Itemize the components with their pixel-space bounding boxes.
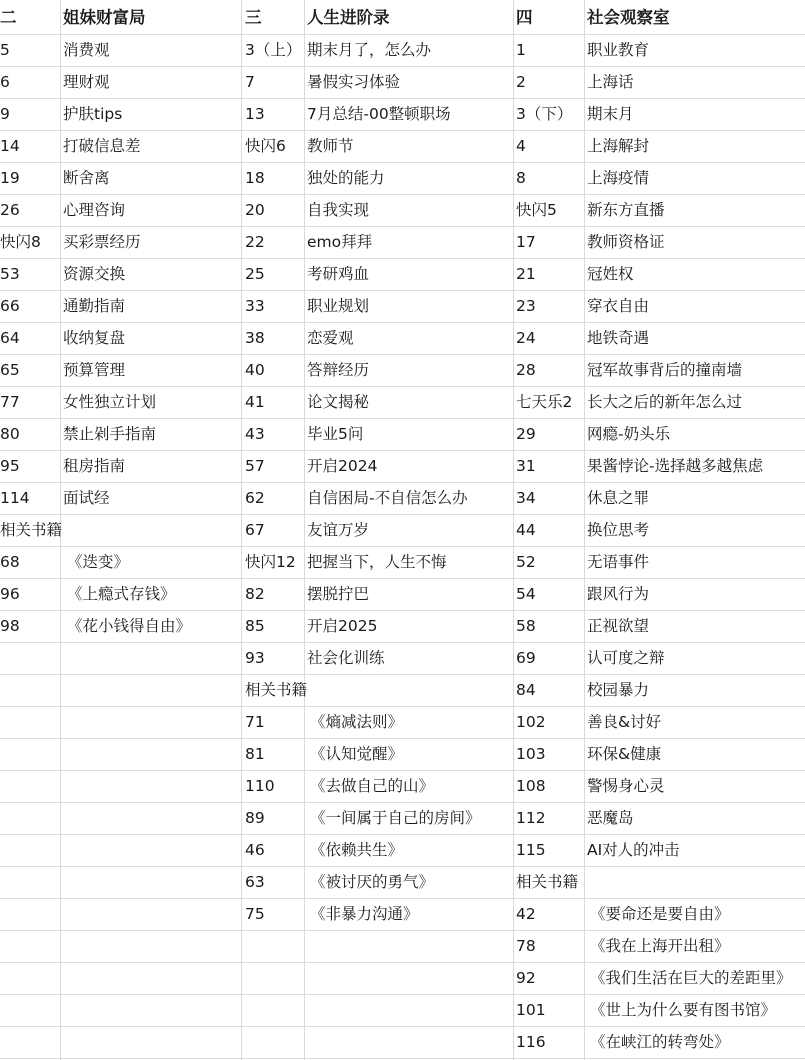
column-3-header-number[interactable]: 四 — [516, 8, 533, 27]
episode-title-cell[interactable]: 禁止剁手指南 — [63, 425, 157, 443]
episode-number-cell[interactable]: 62 — [245, 489, 265, 507]
episode-title-cell[interactable]: 冠军故事背后的撞南墙 — [587, 361, 743, 379]
episode-title-cell[interactable]: 毕业5问 — [307, 425, 364, 443]
book-title-cell[interactable]: 《认知觉醒》 — [310, 745, 404, 763]
episode-title-cell[interactable]: 摆脱拧巴 — [307, 585, 370, 603]
book-title-cell[interactable]: 《我在上海开出租》 — [590, 937, 730, 955]
episode-title-cell[interactable]: AI对人的冲击 — [587, 841, 680, 859]
book-title-cell[interactable]: 《花小钱得自由》 — [67, 617, 192, 635]
episode-number-cell[interactable]: 46 — [245, 841, 265, 859]
book-title-cell[interactable]: 《一间属于自己的房间》 — [310, 809, 481, 827]
episode-number-cell[interactable]: 19 — [0, 169, 20, 187]
episode-number-cell[interactable]: 71 — [245, 713, 265, 731]
episode-title-cell[interactable]: 社会化训练 — [307, 649, 385, 667]
episode-number-cell[interactable]: 2 — [516, 73, 526, 91]
row-divider — [0, 674, 805, 675]
episode-title-cell[interactable]: 环保&健康 — [587, 745, 662, 763]
episode-number-cell[interactable]: 快闪6 — [245, 137, 286, 155]
episode-number-cell[interactable]: 108 — [516, 777, 546, 795]
episode-number-cell[interactable]: 81 — [245, 745, 265, 763]
episode-title-cell[interactable]: 地铁奇遇 — [587, 329, 650, 347]
episode-number-cell[interactable]: 31 — [516, 457, 536, 475]
episode-number-cell[interactable]: 3（下） — [516, 105, 573, 123]
episode-title-cell[interactable]: 独处的能力 — [307, 169, 385, 187]
episode-number-cell[interactable]: 64 — [0, 329, 20, 347]
episode-number-cell[interactable]: 28 — [516, 361, 536, 379]
episode-title-cell[interactable]: 期末月 — [587, 105, 634, 123]
row-divider — [0, 642, 805, 643]
episode-number-cell[interactable]: 24 — [516, 329, 536, 347]
episode-title-cell[interactable]: 认可度之辩 — [587, 649, 665, 667]
column-3-header-title[interactable]: 社会观察室 — [587, 8, 670, 27]
book-title-cell[interactable]: 《在峡江的转弯处》 — [590, 1033, 730, 1051]
episode-number-cell[interactable]: 77 — [0, 393, 20, 411]
episode-number-cell[interactable]: 103 — [516, 745, 546, 763]
episode-title-cell[interactable]: 暑假实习体验 — [307, 73, 401, 91]
episode-number-cell[interactable]: 85 — [245, 617, 265, 635]
book-title-cell[interactable]: 《去做自己的山》 — [310, 777, 435, 795]
column-divider — [584, 0, 585, 1060]
episode-title-cell[interactable]: 新东方直播 — [587, 201, 665, 219]
episode-number-cell[interactable]: 110 — [245, 777, 275, 795]
episode-number-cell[interactable]: 41 — [245, 393, 265, 411]
episode-title-cell[interactable]: 消费观 — [63, 41, 110, 59]
episode-number-cell[interactable]: 6 — [0, 73, 10, 91]
book-title-cell[interactable]: 《依赖共生》 — [310, 841, 404, 859]
episode-number-cell[interactable]: 82 — [245, 585, 265, 603]
episode-number-cell[interactable]: 75 — [245, 905, 265, 923]
book-title-cell[interactable]: 《熵减法则》 — [310, 713, 404, 731]
episode-title-cell[interactable]: 开启2025 — [307, 617, 378, 635]
book-title-cell[interactable]: 《被讨厌的勇气》 — [310, 873, 435, 891]
episode-title-cell[interactable]: 教师节 — [307, 137, 354, 155]
episode-number-cell[interactable]: 29 — [516, 425, 536, 443]
book-title-cell[interactable]: 《非暴力沟通》 — [310, 905, 419, 923]
episode-title-cell[interactable]: 买彩票经历 — [63, 233, 141, 251]
column-divider — [513, 0, 514, 1060]
episode-number-cell[interactable]: 112 — [516, 809, 546, 827]
episode-number-cell[interactable]: 21 — [516, 265, 536, 283]
episode-number-cell[interactable]: 69 — [516, 649, 536, 667]
episode-number-cell[interactable]: 65 — [0, 361, 20, 379]
episode-title-cell[interactable]: 果酱悖论-选择越多越焦虑 — [587, 457, 764, 475]
row-divider — [0, 514, 805, 515]
episode-title-cell[interactable]: 换位思考 — [587, 521, 650, 539]
episode-number-cell[interactable]: 102 — [516, 713, 546, 731]
episode-number-cell[interactable]: 快闪8 — [0, 233, 41, 251]
episode-title-cell[interactable]: 期末月了，怎么办 — [307, 41, 432, 59]
episode-title-cell[interactable]: 友谊万岁 — [307, 521, 370, 539]
episode-number-cell[interactable]: 3（上） — [245, 41, 302, 59]
episode-number-cell[interactable]: 54 — [516, 585, 536, 603]
section-label-books[interactable]: 相关书籍 — [516, 873, 579, 891]
episode-title-cell[interactable]: 教师资格证 — [587, 233, 665, 251]
episode-number-cell[interactable]: 84 — [516, 681, 536, 699]
episode-title-cell[interactable]: 警惕身心灵 — [587, 777, 665, 795]
episode-number-cell[interactable]: 96 — [0, 585, 20, 603]
episode-number-cell[interactable]: 7 — [245, 73, 255, 91]
episode-number-cell[interactable]: 78 — [516, 937, 536, 955]
episode-title-cell[interactable]: 7月总结-00整顿职场 — [307, 105, 451, 123]
episode-number-cell[interactable]: 92 — [516, 969, 536, 987]
column-divider — [304, 0, 305, 1060]
episode-title-cell[interactable]: 正视欲望 — [587, 617, 650, 635]
episode-number-cell[interactable]: 1 — [516, 41, 526, 59]
episode-title-cell[interactable]: 护肤tips — [63, 105, 123, 123]
episode-number-cell[interactable]: 114 — [0, 489, 30, 507]
episode-title-cell[interactable]: 通勤指南 — [63, 297, 126, 315]
episode-title-cell[interactable]: 上海疫情 — [587, 169, 650, 187]
episode-number-cell[interactable]: 42 — [516, 905, 536, 923]
episode-title-cell[interactable]: 女性独立计划 — [63, 393, 157, 411]
episode-number-cell[interactable]: 66 — [0, 297, 20, 315]
episode-title-cell[interactable]: 断舍离 — [63, 169, 110, 187]
column-1-header-number[interactable]: 二 — [0, 8, 17, 27]
row-divider — [0, 1058, 805, 1059]
episode-title-cell[interactable]: 恶魔岛 — [587, 809, 634, 827]
episode-title-cell[interactable]: emo拜拜 — [307, 233, 373, 251]
episode-title-cell[interactable]: 长大之后的新年怎么过 — [587, 393, 743, 411]
episode-title-cell[interactable]: 上海话 — [587, 73, 634, 91]
episode-title-cell[interactable]: 职业教育 — [587, 41, 650, 59]
episode-number-cell[interactable]: 43 — [245, 425, 265, 443]
episode-number-cell[interactable]: 23 — [516, 297, 536, 315]
episode-number-cell[interactable]: 18 — [245, 169, 265, 187]
episode-title-cell[interactable]: 自信困局-不自信怎么办 — [307, 489, 468, 507]
episode-title-cell[interactable]: 面试经 — [63, 489, 110, 507]
episode-title-cell[interactable]: 冠姓权 — [587, 265, 634, 283]
episode-title-cell[interactable]: 休息之罪 — [587, 489, 650, 507]
episode-title-cell[interactable]: 把握当下，人生不悔 — [307, 553, 447, 571]
episode-number-cell[interactable]: 67 — [245, 521, 265, 539]
episode-number-cell[interactable]: 4 — [516, 137, 526, 155]
episode-number-cell[interactable]: 17 — [516, 233, 536, 251]
episode-title-cell[interactable]: 理财观 — [63, 73, 110, 91]
episode-number-cell[interactable]: 9 — [0, 105, 10, 123]
episode-number-cell[interactable]: 57 — [245, 457, 265, 475]
episode-number-cell[interactable]: 52 — [516, 553, 536, 571]
episode-number-cell[interactable]: 101 — [516, 1001, 546, 1019]
episode-title-cell[interactable]: 校园暴力 — [587, 681, 650, 699]
episode-number-cell[interactable]: 98 — [0, 617, 20, 635]
episode-title-cell[interactable]: 开启2024 — [307, 457, 378, 475]
episode-title-cell[interactable]: 自我实现 — [307, 201, 370, 219]
book-title-cell[interactable]: 《要命还是要自由》 — [590, 905, 730, 923]
episode-number-cell[interactable]: 22 — [245, 233, 265, 251]
section-label-books[interactable]: 相关书籍 — [0, 521, 63, 539]
episode-number-cell[interactable]: 68 — [0, 553, 20, 571]
column-1-header-title[interactable]: 姐妹财富局 — [63, 8, 146, 27]
episode-title-cell[interactable]: 心理咨询 — [63, 201, 126, 219]
episode-title-cell[interactable]: 收纳复盘 — [63, 329, 126, 347]
episode-number-cell[interactable]: 89 — [245, 809, 265, 827]
column-divider — [241, 0, 242, 1060]
episode-number-cell[interactable]: 5 — [0, 41, 10, 59]
episode-title-cell[interactable]: 上海解封 — [587, 137, 650, 155]
episode-title-cell[interactable]: 打破信息差 — [63, 137, 141, 155]
episode-title-cell[interactable]: 跟风行为 — [587, 585, 650, 603]
episode-title-cell[interactable]: 论文揭秘 — [307, 393, 370, 411]
episode-title-cell[interactable]: 考研鸡血 — [307, 265, 370, 283]
section-label-books[interactable]: 相关书籍 — [245, 681, 308, 699]
episode-number-cell[interactable]: 38 — [245, 329, 265, 347]
book-title-cell[interactable]: 《世上为什么要有图书馆》 — [590, 1001, 777, 1019]
column-2-header-number[interactable]: 三 — [245, 8, 262, 27]
episode-number-cell[interactable]: 14 — [0, 137, 20, 155]
row-divider — [0, 66, 805, 67]
episode-number-cell[interactable]: 13 — [245, 105, 265, 123]
episode-number-cell[interactable]: 95 — [0, 457, 20, 475]
book-title-cell[interactable]: 《上瘾式存钱》 — [67, 585, 176, 603]
column-2-header-title[interactable]: 人生进阶录 — [307, 8, 390, 27]
episode-number-cell[interactable]: 44 — [516, 521, 536, 539]
episode-number-cell[interactable]: 快闪12 — [245, 553, 296, 571]
episode-number-cell[interactable]: 58 — [516, 617, 536, 635]
episode-title-cell[interactable]: 租房指南 — [63, 457, 126, 475]
episode-title-cell[interactable]: 职业规划 — [307, 297, 370, 315]
episode-number-cell[interactable]: 116 — [516, 1033, 546, 1051]
episode-title-cell[interactable]: 穿衣自由 — [587, 297, 650, 315]
row-divider — [0, 162, 805, 163]
episode-number-cell[interactable]: 80 — [0, 425, 20, 443]
episode-title-cell[interactable]: 无语事件 — [587, 553, 650, 571]
episode-number-cell[interactable]: 25 — [245, 265, 265, 283]
episode-title-cell[interactable]: 网瘾-奶头乐 — [587, 425, 671, 443]
episode-number-cell[interactable]: 七天乐2 — [516, 393, 573, 411]
episode-number-cell[interactable]: 115 — [516, 841, 546, 859]
episode-number-cell[interactable]: 8 — [516, 169, 526, 187]
episode-number-cell[interactable]: 53 — [0, 265, 20, 283]
episode-title-cell[interactable]: 答辩经历 — [307, 361, 370, 379]
episode-title-cell[interactable]: 资源交换 — [63, 265, 126, 283]
episode-number-cell[interactable]: 34 — [516, 489, 536, 507]
book-title-cell[interactable]: 《迭变》 — [67, 553, 130, 571]
episode-number-cell[interactable]: 20 — [245, 201, 265, 219]
episode-title-cell[interactable]: 善良&讨好 — [587, 713, 662, 731]
episode-number-cell[interactable]: 40 — [245, 361, 265, 379]
episode-title-cell[interactable]: 预算管理 — [63, 361, 126, 379]
episode-title-cell[interactable]: 恋爱观 — [307, 329, 354, 347]
episode-number-cell[interactable]: 26 — [0, 201, 20, 219]
episode-number-cell[interactable]: 33 — [245, 297, 265, 315]
episode-number-cell[interactable]: 93 — [245, 649, 265, 667]
book-title-cell[interactable]: 《我们生活在巨大的差距里》 — [590, 969, 792, 987]
episode-number-cell[interactable]: 63 — [245, 873, 265, 891]
episode-number-cell[interactable]: 快闪5 — [516, 201, 557, 219]
